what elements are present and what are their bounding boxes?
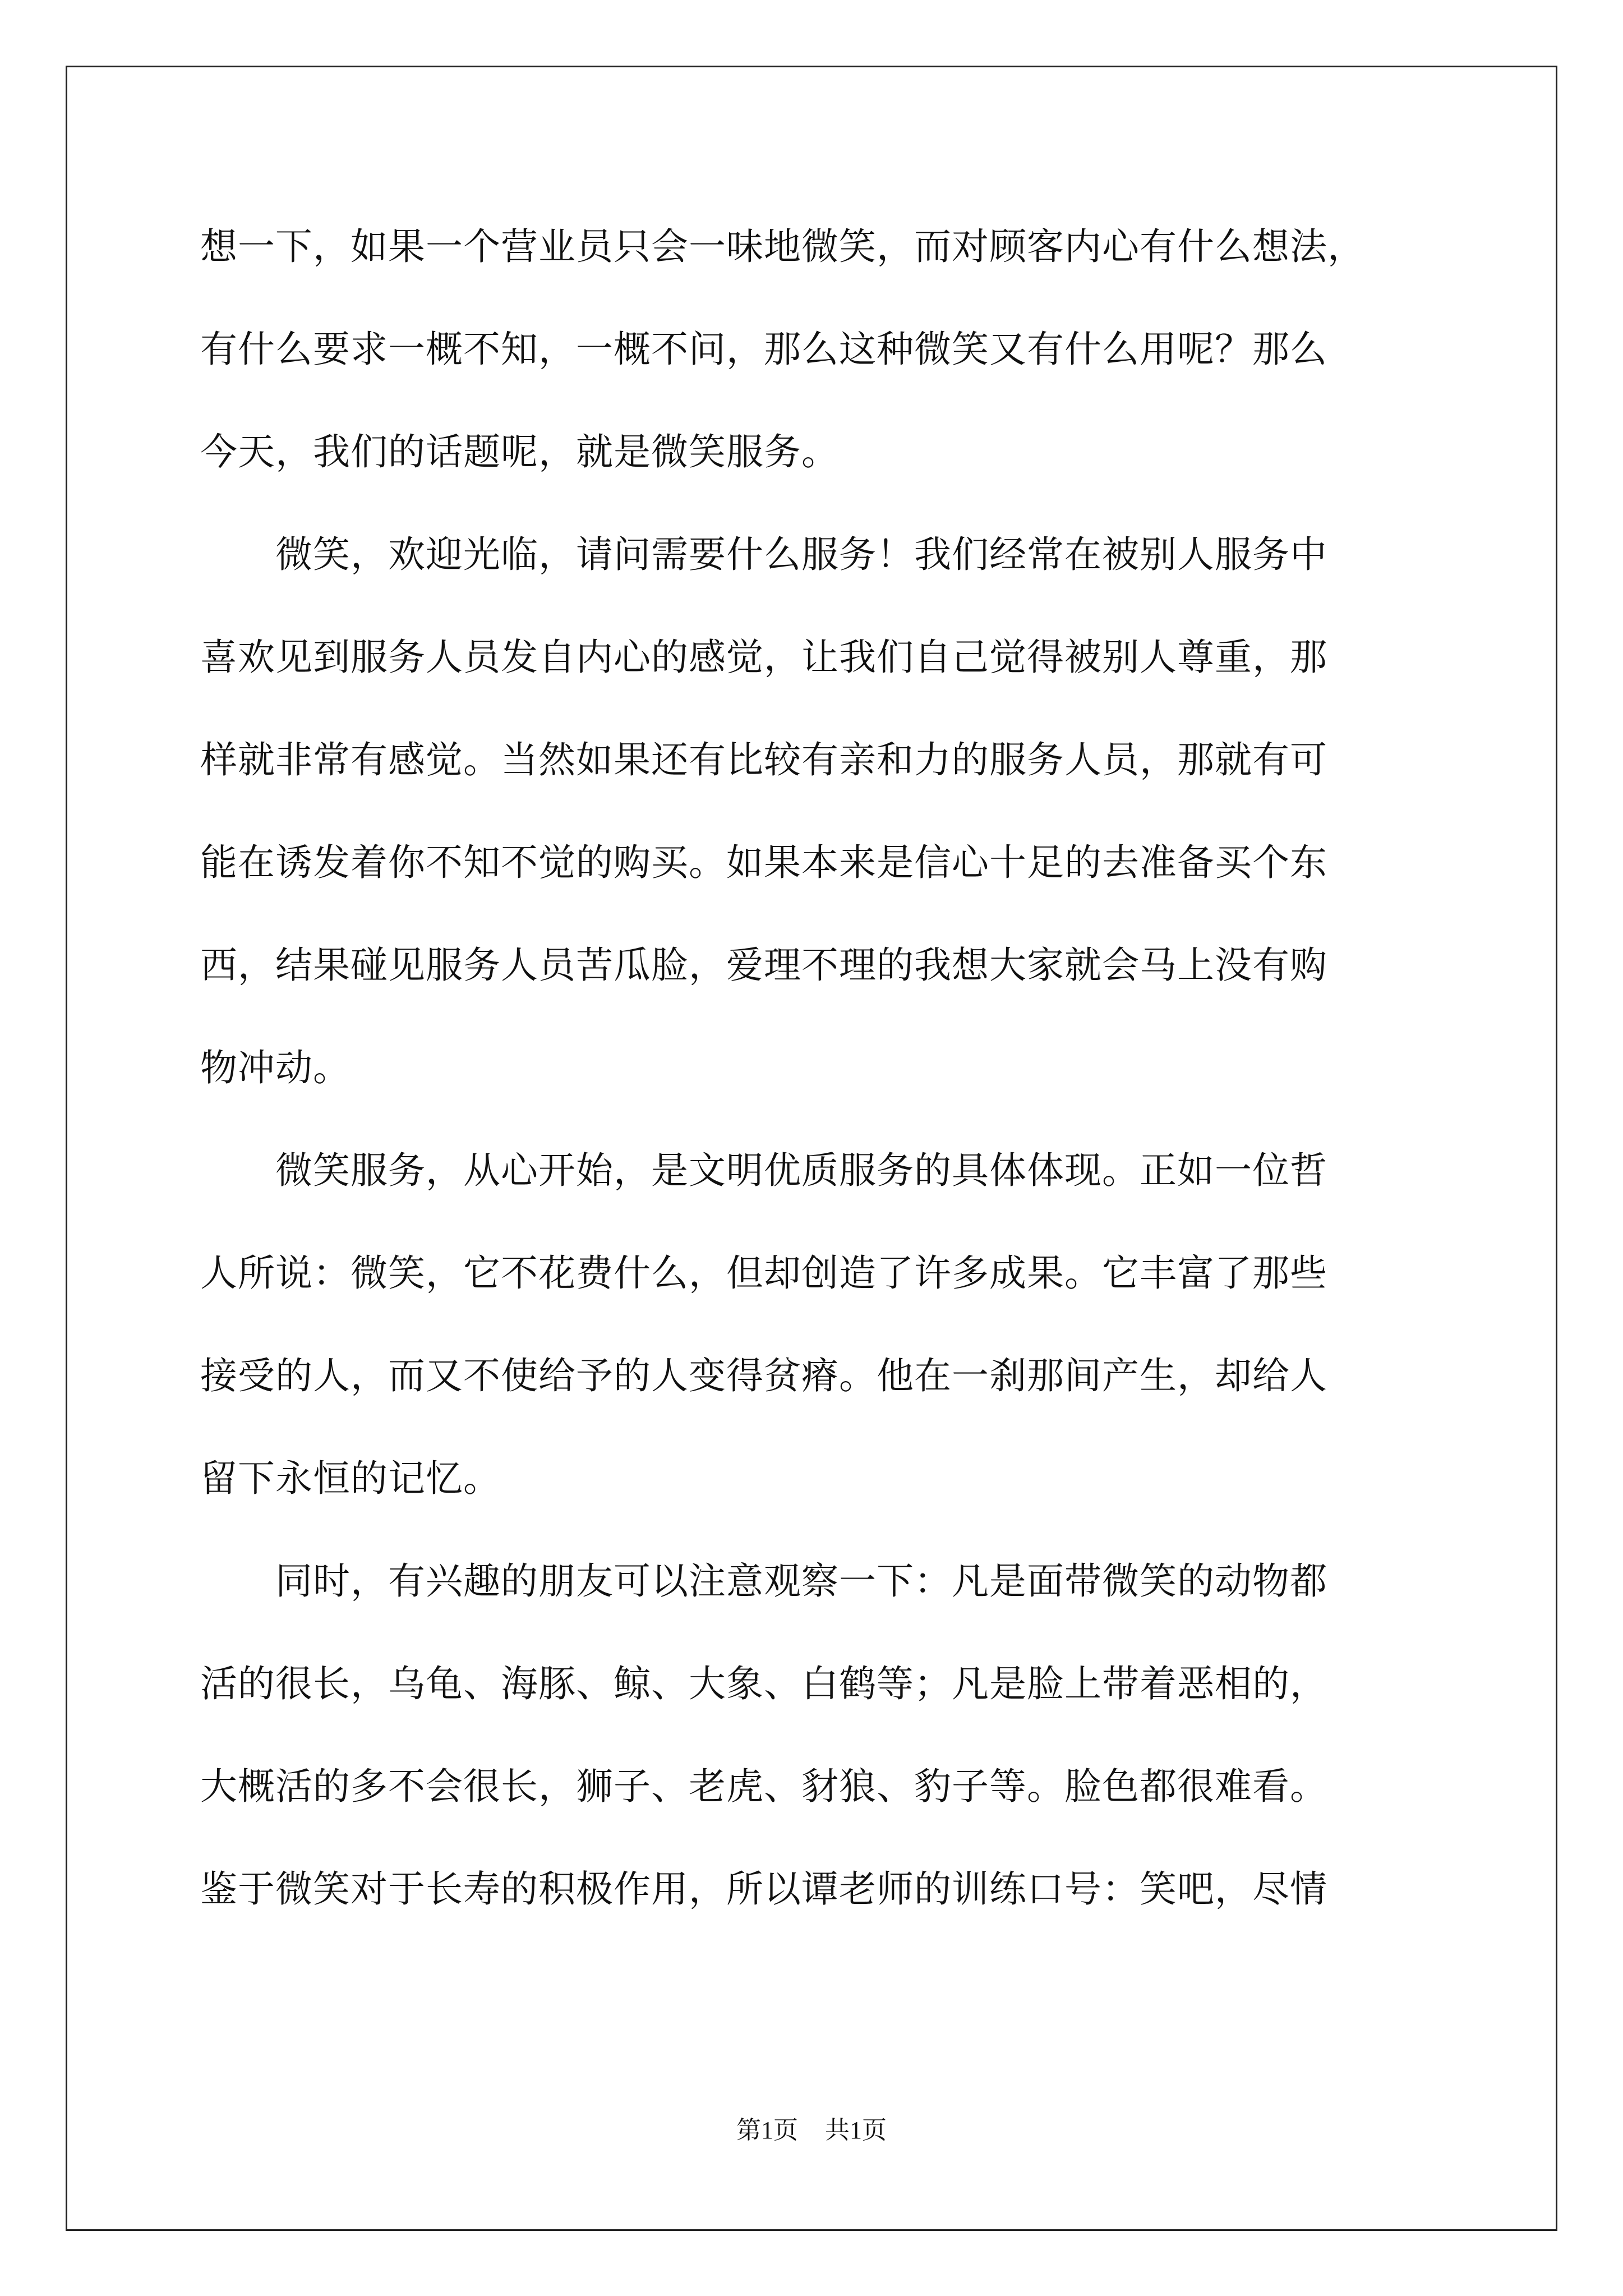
text-line-13: 留下永恒的记忆。: [200, 1457, 501, 1500]
text-line-11: 人所说：微笑，它不花费什么，但却创造了许多成果。它丰富了那些: [200, 1251, 1327, 1295]
text-line-5: 喜欢见到服务人员发自内心的感觉，让我们自己觉得被别人尊重，那: [200, 636, 1327, 679]
page-number: 第1页: [736, 2116, 798, 2144]
text-line-10: 微笑服务，从心开始，是文明优质服务的具体体现。正如一位哲: [200, 1149, 1327, 1192]
text-line-2: 有什么要求一概不知，一概不问，那么这种微笑又有什么用呢？那么: [200, 328, 1327, 371]
page-total: 共1页: [825, 2116, 887, 2144]
text-line-9: 物冲动。: [200, 1046, 351, 1089]
text-line-17: 鉴于微笑对于长寿的积极作用，所以谭老师的训练口号：笑吧，尽情: [200, 1867, 1327, 1911]
text-line-4: 微笑，欢迎光临，请问需要什么服务！我们经常在被别人服务中: [200, 533, 1327, 576]
text-line-16: 大概活的多不会很长，狮子、老虎、豺狼、豹子等。脸色都很难看。: [200, 1765, 1327, 1808]
text-line-1: 想一下，如果一个营业员只会一味地微笑，而对顾客内心有什么想法，: [200, 225, 1365, 268]
text-line-12: 接受的人，而又不使给予的人变得贫瘠。他在一刹那间产生，却给人: [200, 1354, 1327, 1397]
text-line-3: 今天，我们的话题呢，就是微笑服务。: [200, 430, 839, 473]
page-footer: [0, 2114, 1623, 2147]
text-line-6: 样就非常有感觉。当然如果还有比较有亲和力的服务人员，那就有可: [200, 738, 1327, 781]
text-line-14: 同时，有兴趣的朋友可以注意观察一下：凡是面带微笑的动物都: [200, 1559, 1327, 1603]
text-line-15: 活的很长，乌龟、海豚、鲸、大象、白鹤等；凡是脸上带着恶相的，: [200, 1662, 1327, 1705]
text-line-7: 能在诱发着你不知不觉的购买。如果本来是信心十足的去准备买个东: [200, 841, 1327, 884]
text-line-8: 西，结果碰见服务人员苦瓜脸，爱理不理的我想大家就会马上没有购: [200, 944, 1327, 987]
